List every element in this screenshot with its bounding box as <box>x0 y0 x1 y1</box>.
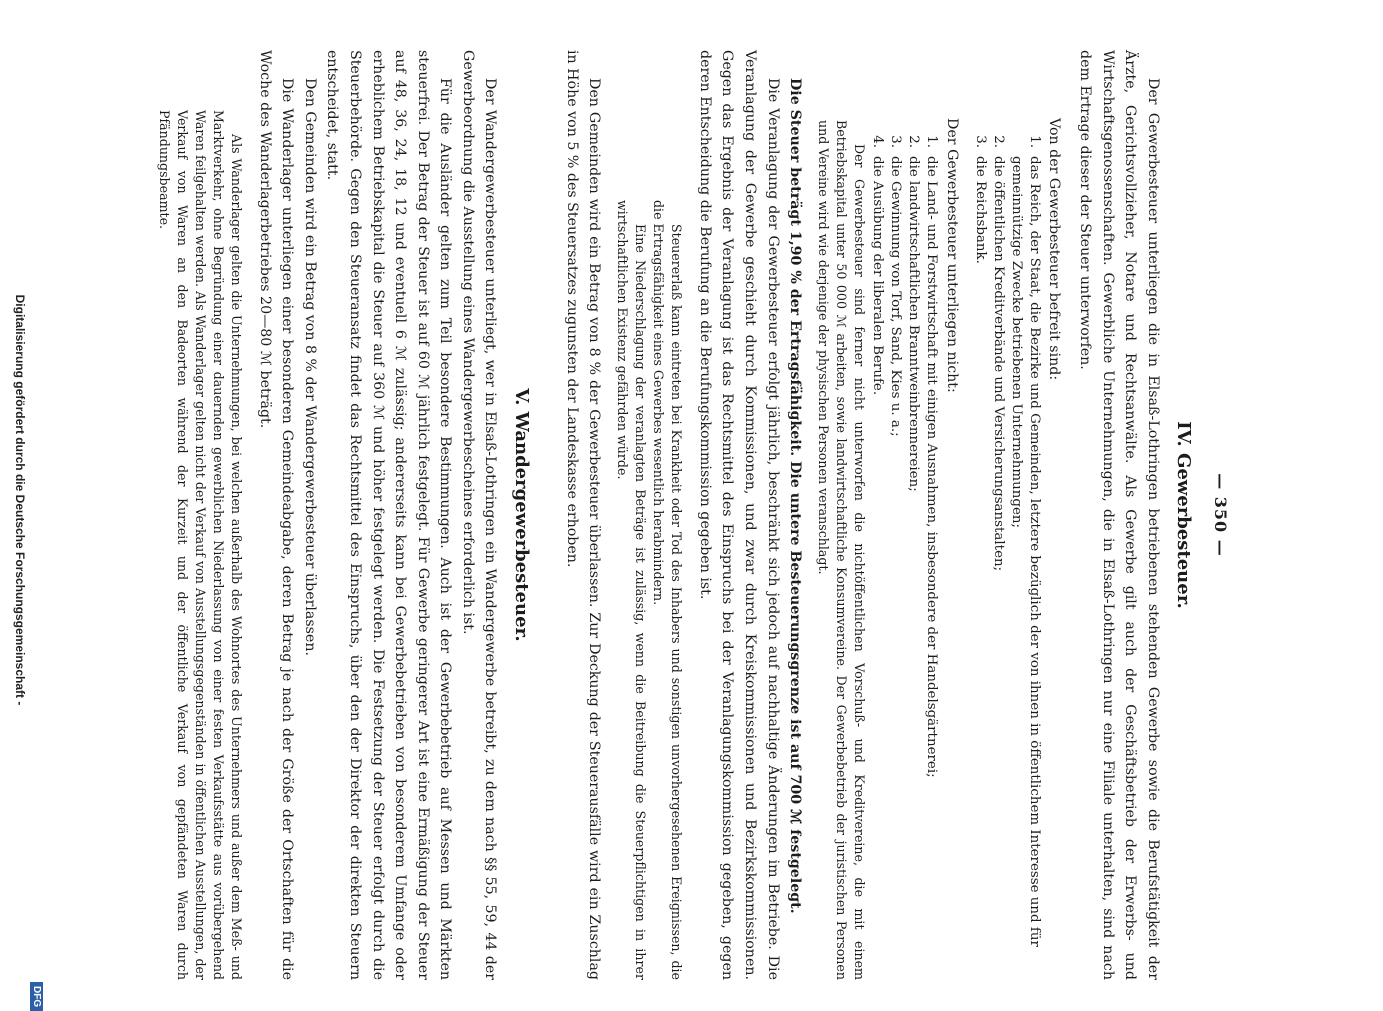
exempt-heading: Von der Gewerbesteuer befreit sind: <box>1046 118 1063 381</box>
not-subject-heading: Der Gewerbesteuer unterliegen nicht: <box>943 118 960 393</box>
dfg-logo: DFG <box>30 982 43 1011</box>
paragraph-wander-4: Die Wanderlager unterliegen einer besonderen Gemeindeabgabe, deren Betrag je nach der Größe der Ortschaften für die Woche des Wanderlagerbetriebes 20—80 ℳ beträgt. <box>256 50 296 980</box>
paragraph-communes: Den Gemeinden wird ein Betrag von 8 % der Gewerbesteuer überlassen. Zur Deckung der Steuerausfälle wird ein Zuschlag in Höhe von 5 % des Steuersatzes zugunsten der Landeskasse erhoben. <box>563 50 603 980</box>
section-title-gewerbesteuer: IV. Gewerbesteuer. <box>1173 421 1195 609</box>
digitization-note: Digitalisierung gefördert durch die Deutsche Forschungsgemeinschaft - <box>13 294 27 706</box>
paragraph-assessment: Die Veranlagung der Gewerbesteuer erfolgt jährlich, beschränkt sich jedoch auf nachhaltige Änderungen im Betriebe. Die Veranlagung der Gewerbe geschieht durch Kommissionen, und zwar durch Kreiskommissionen und Bezirkskommissionen. Gegen das Ergebnis der Veranlagung ist das Rechtsmittel des Einspruchs bei der Veranlagungskommission gegeben, gegen deren Entscheidung die Berufung an die Berufungskommission gegeben ist. <box>696 50 781 980</box>
page-number: — 350 — <box>1211 473 1230 557</box>
list-item: 2. die öffentlichen Kreditverbände und Versicherungsanstalten; <box>990 135 1006 572</box>
list-item: 3. die Gewinnung von Torf, Sand, Kies u. a.; <box>888 135 904 437</box>
paragraph-remission-1: Steuererlaß kann eintreten bei Krankheit oder Tod des Inhabers und sonstigen unvorhergesehenen Ereignissen, die die Ertragsfähigkeit eines Gewerbes wesentlich herabmindern. <box>651 200 685 980</box>
paragraph-wander-3: Den Gemeinden wird ein Betrag von 8 % der Wandergewerbesteuer überlassen. <box>301 78 318 656</box>
paragraph-wander-5: Als Wanderlager gelten die Unternehmungen, bei welchen außerhalb des Wohnortes des Unternehmers und außer dem Meß- und Marktverkehr, ohne Begründung einer dauernden gewerblichen Niederlassung von einer festen Verkaufsstätte aus vorübergehend Waren feilgehalten werden. Als Wanderlager gelten nicht der Verkauf von Ausstellungsgegenständen in öffentlichen Ausstellungen, der Verkauf von Waren an den Badeorten während der Kurzeit und der öffentliche Verkauf von gepfändeten Waren durch Pfändungsbeamte. <box>156 110 244 980</box>
paragraph-wander-1: Der Wandergewerbesteuer unterliegt, wer in Elsaß-Lothringen ein Wandergewerbe betreibt, zu dem nach §§ 55, 59, 44 der Gewerbeordnung die Ausstellung eines Wandergewerbescheines erforderlich ist. <box>459 50 499 980</box>
list-item: 4. die Ausübung der liberalen Berufe. <box>870 135 886 396</box>
paragraph-intro: Der Gewerbesteuer unterliegen die in Elsaß-Lothringen betriebenen stehenden Gewerbe sowie die Berufstätigkeit der Ärzte, Gerichtsvollzieher, Notare und Rechtsanwälte. Als Gewerbe gilt auch der Geschäftsbetrieb der Erwerbs- und Wirtschaftsgenossenschaften. Gewerbliche Unternehmungen, die in Elsaß-Lothringen nur eine Filiale unterhalten, sind nach dem Ertrage dieser der Steuer unterworfen. <box>1077 50 1161 980</box>
paragraph-remission-2: Eine Niederschlagung der veranlagten Beträge ist zulässig, wenn die Beitreibung die Steuerpflichtigen in ihrer wirtschaftlichen Existenz gefährden würde. <box>615 200 649 980</box>
list-item: 2. die landwirtschaftlichen Branntweinbrennereien; <box>906 135 922 492</box>
book-page <box>155 50 1323 980</box>
list-item: 1. das Reich, der Staat, die Bezirke und Gemeinden, letztere bezüglich der von ihnen in öffentlichem Interesse und für gemeinnützige Zwecke betriebenen Unternehmungen; <box>1008 135 1042 947</box>
exempt-list <box>971 120 1043 980</box>
digitization-footer <box>0 0 42 1008</box>
section-title-wandergewerbesteuer: V. Wandergewerbesteuer. <box>511 388 533 642</box>
list-item: 3. die Reichsbank. <box>972 135 988 264</box>
paragraph-free-further: Der Gewerbesteuer sind ferner nicht unterworfen die nichtöffentlichen Vorschuß- und Kreditvereine, die mit einem Betriebskapital unter 50 000 ℳ arbeiten, sowie landwirtschaftliche Konsumvereine. Der Gewerbebetrieb der juristischen Personen und Vereine wird wie derjenige der physischen Personen veranschlagt. <box>816 120 868 980</box>
paragraph-wander-2: Für die Ausländer gelten zum Teil besondere Bestimmungen. Auch ist der Gewerbebetrieb auf Messen und Märkten steuerfrei. Der Betrag der Steuer ist auf 60 ℳ jährlich festgelegt. Für Gewerbe geringerer Art ist eine Ermäßigung der Steuer auf 48, 36, 24, 18, 12 und eventuell 6 ℳ zulässig; andererseits kann bei Gewerbebetrieben von besonderem Umfange oder erheblichem Betriebskapital die Steuer auf 360 ℳ und höher festgelegt werden. Die Festsetzung der Steuer erfolgt durch die Steuerbehörde. Gegen den Steueransatz findet das Rechtsmittel des Einspruchs, über den der Direktor der direkten Steuern entscheidet, statt. <box>324 50 454 980</box>
not-subject-list <box>868 120 940 980</box>
list-item: 1. die Land- und Forstwirtschaft mit einigen Ausnahmen, insbesondere der Handelsgärtnerei; <box>924 135 940 778</box>
paragraph-rate: Die Steuer beträgt 1,90 % der Ertragsfähigkeit. Die untere Besteuerungsgrenze ist auf 700 ℳ festgelegt. <box>787 78 804 914</box>
